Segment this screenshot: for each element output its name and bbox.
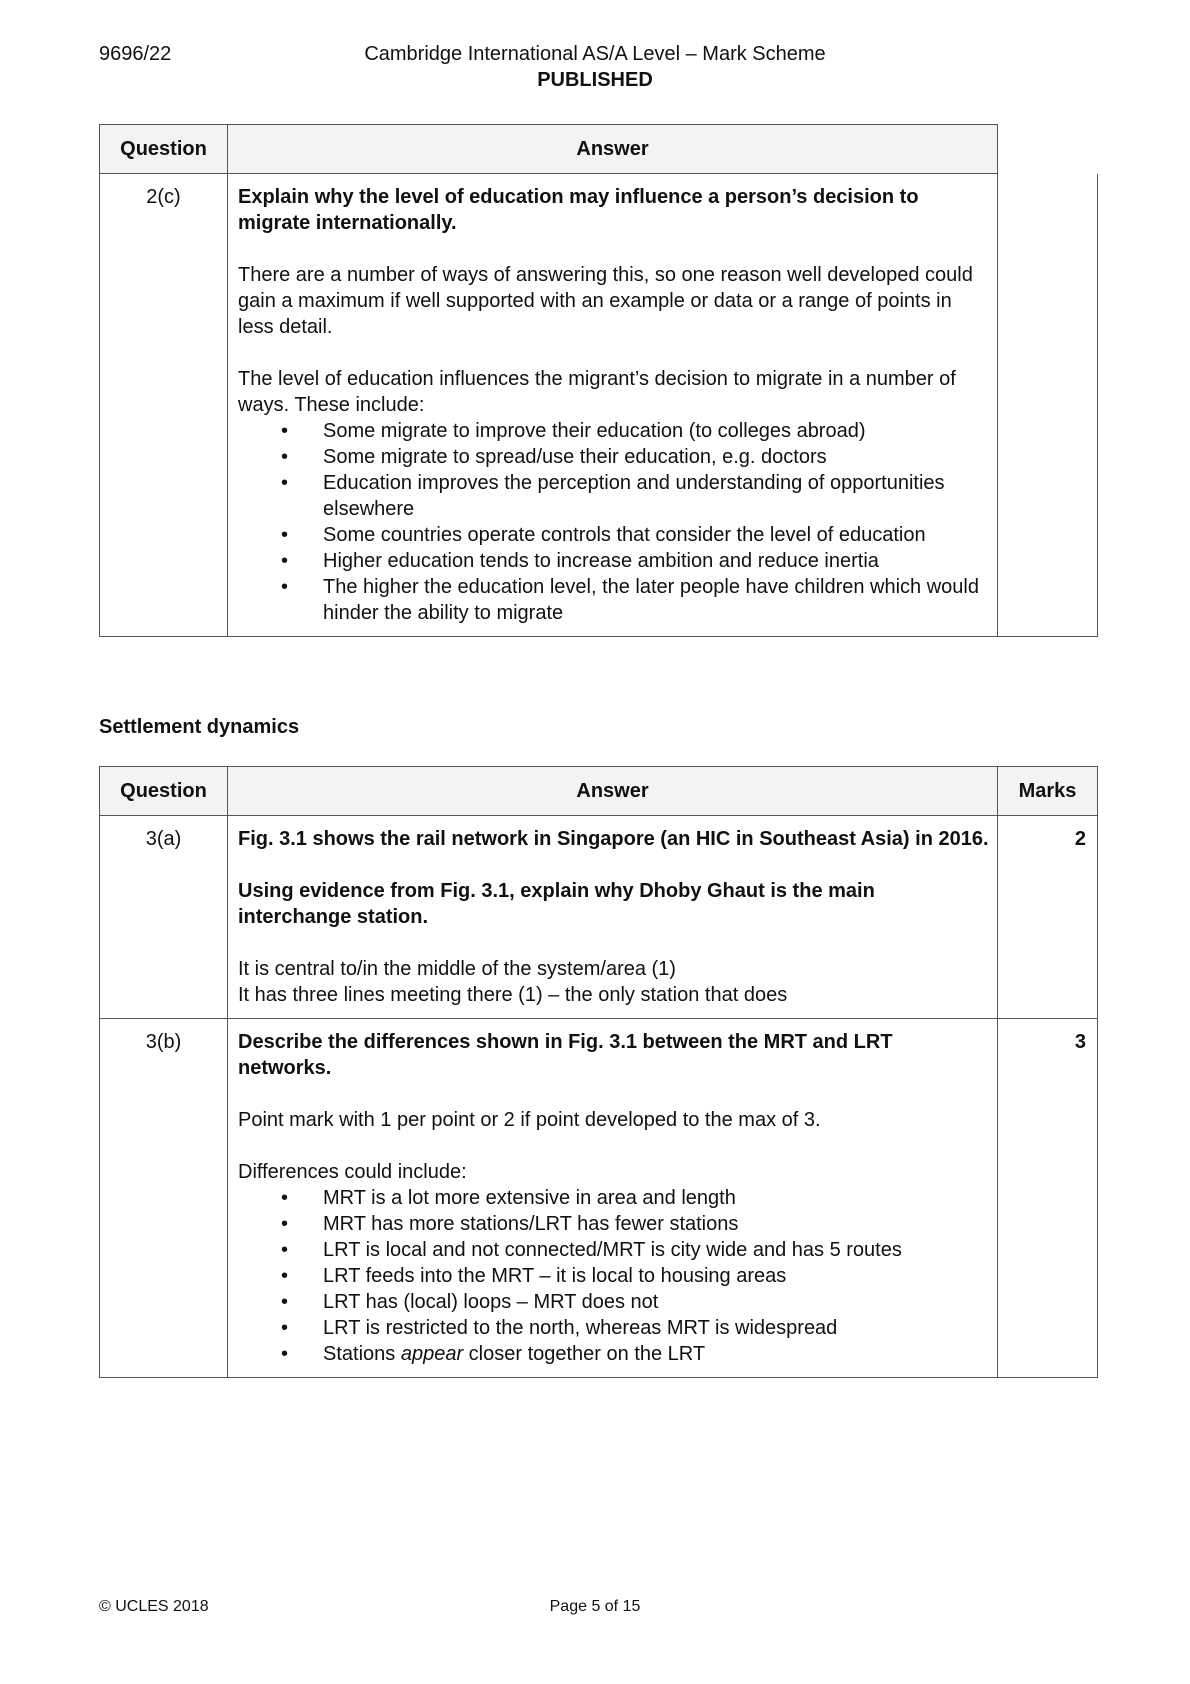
bullet-text: Some migrate to spread/use their education, e.g. doctors <box>323 446 827 468</box>
table-row <box>100 174 1098 637</box>
bullet-icon: • <box>281 1291 289 1313</box>
bullet-text: LRT has (local) loops – MRT does not <box>323 1291 659 1313</box>
bullet-icon: • <box>281 550 289 572</box>
table-row <box>100 816 1098 1019</box>
list-item <box>238 444 989 470</box>
question-prompt: Explain why the level of education may influence a person’s decision to migrate internationally. <box>238 186 919 234</box>
bullet-icon: • <box>281 1187 289 1209</box>
answer-cell <box>228 816 998 1019</box>
list-item <box>238 522 989 548</box>
list-item <box>238 470 989 522</box>
marks-value: 3 <box>998 1019 1098 1378</box>
bullet-text: Higher education tends to increase ambition and reduce inertia <box>323 550 879 572</box>
copyright-notice: © UCLES 2018 <box>99 1598 209 1615</box>
section-title: Settlement dynamics <box>99 716 300 738</box>
marks-header-blank <box>998 125 1098 174</box>
bullet-text: LRT is local and not connected/MRT is city wide and has 5 routes <box>323 1239 902 1261</box>
bullet-icon: • <box>281 1265 289 1287</box>
answer-bullet-list <box>238 1185 989 1367</box>
list-item <box>238 574 989 626</box>
question-instruction: Using evidence from Fig. 3.1, explain why Dhoby Ghaut is the main interchange station. <box>238 880 875 928</box>
bullet-text: Education improves the perception and understanding of opportunities elsewhere <box>323 472 945 520</box>
document-code: 9696/22 <box>99 43 172 65</box>
bullet-text: LRT is restricted to the north, whereas MRT is widespread <box>323 1317 838 1339</box>
bullet-icon: • <box>281 1343 289 1365</box>
page-number: Page 5 of 15 <box>549 1598 641 1615</box>
bullet-text: Some migrate to improve their education (to colleges abroad) <box>323 420 866 442</box>
bullet-icon: • <box>281 576 289 598</box>
question-header: Question <box>100 125 228 174</box>
answer-intro: Differences could include: <box>238 1161 467 1183</box>
list-item <box>238 548 989 574</box>
mark-scheme-table-3 <box>99 766 1098 1378</box>
list-item <box>238 1315 989 1341</box>
document-title: Cambridge International AS/A Level – Mark Scheme <box>364 43 826 65</box>
list-item <box>238 1263 989 1289</box>
question-number: 2(c) <box>100 174 228 637</box>
marks-header: Marks <box>998 767 1098 816</box>
marking-guidance: Point mark with 1 per point or 2 if point developed to the max of 3. <box>238 1109 821 1131</box>
marking-guidance: There are a number of ways of answering this, so one reason well developed could gain a maximum if well supported with an example or data or a range of points in less detail. <box>238 264 973 338</box>
answer-line: It has three lines meeting there (1) – the only station that does <box>238 984 788 1006</box>
question-number: 3(a) <box>100 816 228 1019</box>
question-prompt: Fig. 3.1 shows the rail network in Singapore (an HIC in Southeast Asia) in 2016. <box>238 828 989 850</box>
answer-header: Answer <box>228 125 998 174</box>
answer-cell <box>228 1019 998 1378</box>
question-number: 3(b) <box>100 1019 228 1378</box>
question-header: Question <box>100 767 228 816</box>
answer-line: It is central to/in the middle of the system/area (1) <box>238 958 676 980</box>
bullet-icon: • <box>281 1317 289 1339</box>
list-item <box>238 1289 989 1315</box>
answer-bullet-list <box>238 418 989 626</box>
question-prompt: Describe the differences shown in Fig. 3.1 between the MRT and LRT networks. <box>238 1031 893 1079</box>
list-item <box>238 418 989 444</box>
bullet-icon: • <box>281 420 289 442</box>
bullet-text: MRT has more stations/LRT has fewer stations <box>323 1213 739 1235</box>
bullet-icon: • <box>281 446 289 468</box>
list-item <box>238 1211 989 1237</box>
bullet-icon: • <box>281 524 289 546</box>
mark-scheme-table-2c <box>99 124 1098 637</box>
bullet-text: The higher the education level, the later people have children which would hinder the ability to migrate <box>323 576 979 624</box>
bullet-text: LRT feeds into the MRT – it is local to housing areas <box>323 1265 787 1287</box>
marks-value: 2 <box>998 816 1098 1019</box>
list-item <box>238 1341 989 1367</box>
answer-header: Answer <box>228 767 998 816</box>
bullet-text: MRT is a lot more extensive in area and length <box>323 1187 736 1209</box>
bullet-text: Some countries operate controls that consider the level of education <box>323 524 926 546</box>
bullet-text-pre: Stations <box>323 1343 401 1365</box>
table-row <box>100 1019 1098 1378</box>
list-item <box>238 1237 989 1263</box>
marks-cell <box>998 174 1098 637</box>
bullet-icon: • <box>281 472 289 494</box>
list-item <box>238 1185 989 1211</box>
bullet-icon: • <box>281 1239 289 1261</box>
bullet-text-post: closer together on the LRT <box>463 1343 706 1365</box>
answer-cell <box>228 174 998 637</box>
bullet-icon: • <box>281 1213 289 1235</box>
answer-intro: The level of education influences the migrant’s decision to migrate in a number of ways. These include: <box>238 368 956 416</box>
published-label: PUBLISHED <box>537 69 653 91</box>
bullet-text-emphasis: appear <box>400 1343 464 1365</box>
